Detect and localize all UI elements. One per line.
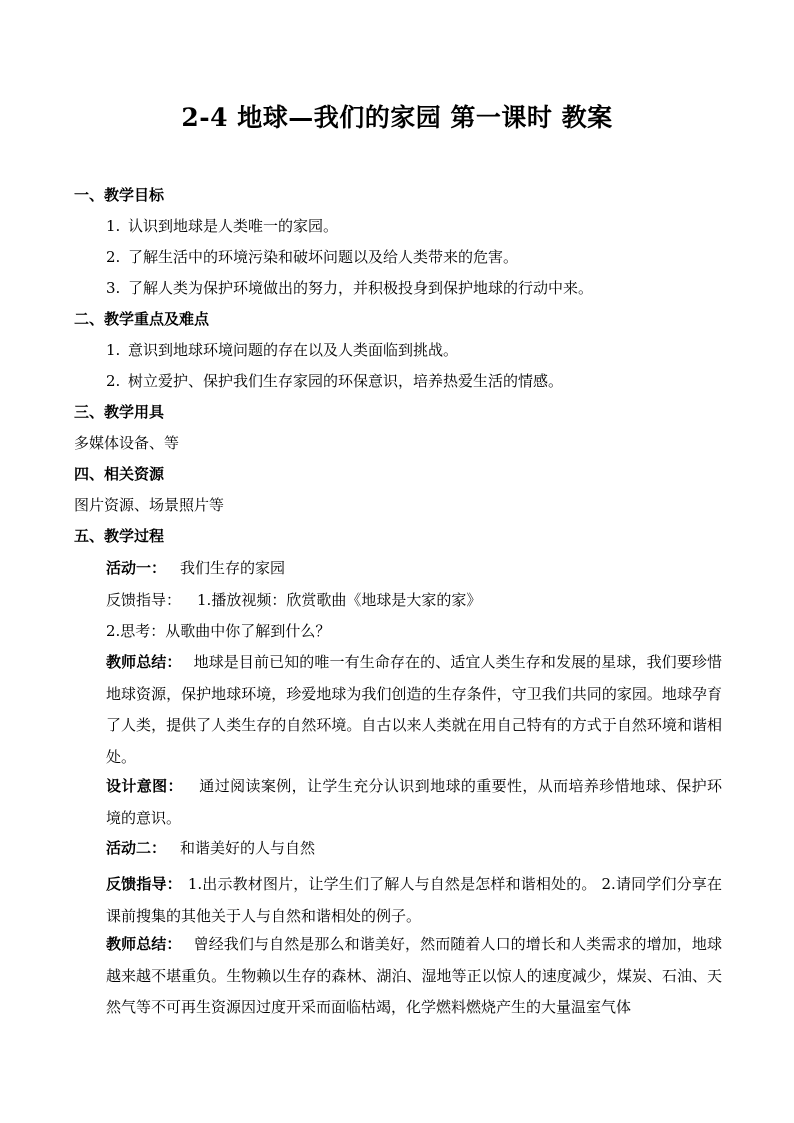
design-intent [106,771,722,834]
list-item-text: 树立爱护、保护我们生存家园的环保意识，培养热爱生活的情感。 [128,372,564,390]
feedback-text: 1.播放视频：欣赏歌曲《地球是大家的家》 [197,591,482,609]
activity-two [106,838,315,858]
activity-label: 活动一： [106,559,167,577]
feedback-text: 1.出示教材图片，让学生们了解人与自然是怎样和谐相处的。 2.请同学们分享在课前搜集的其他关于人与自然和谐相处的例子。 [106,875,722,925]
list-item-text: 了解生活中的环境污染和破坏问题以及给人类带来的危害。 [128,248,519,266]
list-item-text: 了解人类为保护环境做出的努力，并积极投身到保护地球的行动中来。 [128,279,594,297]
activity-one [106,558,285,578]
list-item [106,371,563,391]
list-item [106,340,458,360]
teacher-summary-two [106,929,722,1024]
feedback-label: 反馈指导： [106,875,182,893]
list-item-text: 认识到地球是人类唯一的家园。 [128,217,339,235]
summary-label: 教师总结： [106,653,182,671]
section-heading-tools: 三、教学用具 [74,403,165,421]
question-two: 2.思考：从歌曲中你了解到什么？ [106,622,331,640]
list-item-number: 3. [106,279,121,297]
teacher-summary-one [106,647,722,773]
tools-text: 多媒体设备、等 [74,434,180,452]
list-item-number: 1. [106,217,121,235]
section-heading-process: 五、教学过程 [74,527,165,545]
list-item-number: 1. [106,341,121,359]
feedback-label: 反馈指导： [106,591,182,609]
section-heading-key-points: 二、教学重点及难点 [74,310,210,328]
section-heading-resources: 四、相关资源 [74,465,165,483]
list-item [106,278,593,298]
document-title: 2-4 地球—我们的家园 第一课时 教案 [181,103,613,132]
summary-text: 曾经我们与自然是那么和谐美好，然而随着人口的增长和人类需求的增加，地球越来越不堪重负。生物赖以生存的森林、湖泊、湿地等正以惊人的速度减少，煤炭、石油、天然气等不可再生资源因过度开采而面临枯竭，化学燃料燃烧产生的大量温室气体 [106,935,722,1016]
list-item-text: 意识到地球环境问题的存在以及人类面临到挑战。 [128,341,459,359]
design-intent-text: 通过阅读案例，让学生充分认识到地球的重要性，从而培养珍惜地球、保护环境的意识。 [106,777,722,827]
list-item [106,247,518,267]
list-item-number: 2. [106,248,121,266]
summary-text: 地球是目前已知的唯一有生命存在的、适宜人类生存和发展的星球，我们要珍惜地球资源，保护地球环境，珍爱地球为我们创造的生存条件，守卫我们共同的家园。地球孕育了人类，提供了人类生存的自然环境。自古以来人类就在用自己特有的方式于自然环境和谐相处。 [106,653,722,766]
activity-text: 和谐美好的人与自然 [180,839,316,857]
section-heading-objectives: 一、教学目标 [74,186,165,204]
activity-text: 我们生存的家园 [180,559,286,577]
design-intent-label: 设计意图： [106,777,183,795]
activity-label: 活动二： [106,839,167,857]
list-item [106,216,338,236]
resources-text: 图片资源、场景照片等 [74,496,225,514]
feedback-two [106,869,722,932]
list-item-number: 2. [106,372,121,390]
summary-label: 教师总结： [106,935,182,953]
feedback-one [106,590,481,610]
